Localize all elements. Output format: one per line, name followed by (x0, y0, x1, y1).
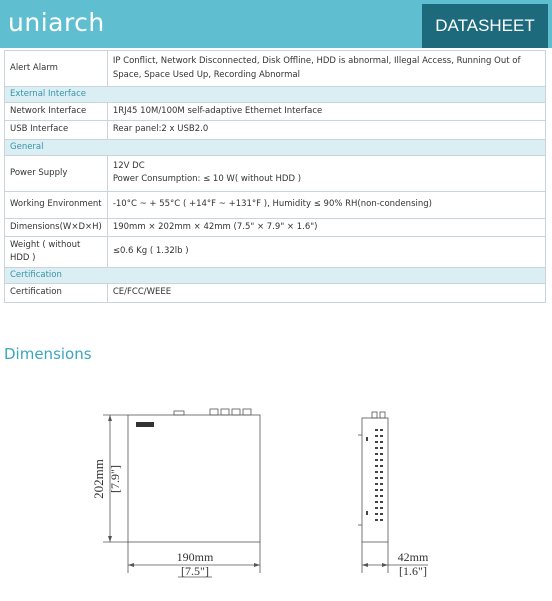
dimensions-label: Dimensions(W×D×H) (5, 218, 108, 236)
depth-in-label: [7.9"] (108, 465, 122, 493)
table-row (5, 191, 546, 218)
dimensions-value: 190mm × 202mm × 42mm (7.5" × 7.9" × 1.6") (107, 218, 545, 236)
top-view-connector (221, 409, 229, 415)
section-row (5, 87, 546, 103)
front-label-plate (136, 422, 154, 427)
side-view-connector (372, 412, 377, 418)
power-supply-line1: 12V DC (112, 161, 145, 172)
header-bar (0, 0, 552, 48)
power-supply-value (107, 155, 545, 191)
table-row (5, 155, 546, 191)
network-interface-label: Network Interface (5, 103, 108, 121)
weight-value: ≤0.6 Kg ( 1.32lb ) (107, 236, 545, 267)
top-view-connector (210, 409, 218, 415)
section-row (5, 139, 546, 155)
alert-alarm-label: Alert Alarm (5, 51, 108, 87)
certification-label: Certification (5, 284, 108, 302)
width-mm-label: 190mm (176, 550, 214, 564)
certification-header: Certification (5, 268, 546, 284)
network-interface-value: 1RJ45 10M/100M self-adaptive Ethernet Interface (107, 103, 545, 121)
top-view-connector (243, 409, 251, 415)
table-row (5, 103, 546, 121)
working-environment-value: -10°C ~ + 55°C ( +14°F ~ +131°F ), Humidity ≤ 90% RH(non-condensing) (107, 191, 545, 218)
height-mm-label: 42mm (397, 550, 429, 564)
table-row (5, 284, 546, 302)
general-header: General (5, 139, 546, 155)
top-view-body (128, 415, 260, 542)
dimensions-title: Dimensions (4, 345, 92, 363)
side-view-connector (380, 412, 385, 418)
top-view-connector (174, 411, 184, 415)
depth-mm-label: 202mm (91, 459, 106, 499)
datasheet-badge: DATASHEET (422, 4, 548, 48)
side-view-vents (366, 429, 383, 521)
external-interface-header: External Interface (5, 87, 546, 103)
weight-label: Weight ( without HDD ) (5, 236, 108, 267)
power-supply-line2: Power Consumption: ≤ 10 W( without HDD ) (112, 174, 302, 185)
table-row (5, 218, 546, 236)
usb-interface-label: USB Interface (5, 121, 108, 139)
table-row (5, 51, 546, 87)
height-in-label: [1.6"] (399, 564, 427, 578)
power-supply-label: Power Supply (5, 155, 108, 191)
usb-interface-value: Rear panel:2 x USB2.0 (107, 121, 545, 139)
working-environment-label: Working Environment (5, 191, 108, 218)
uniarch-logo: uniarch (8, 8, 105, 37)
section-row (5, 268, 546, 284)
width-in-label: [7.5"] (181, 564, 209, 578)
table-row (5, 236, 546, 267)
certification-value: CE/FCC/WEEE (107, 284, 545, 302)
spec-table (4, 50, 546, 303)
top-view-connector (232, 409, 240, 415)
table-row (5, 121, 546, 139)
alert-alarm-value: IP Conflict, Network Disconnected, Disk Offline, HDD is abnormal, Illegal Access, Running Out of Space, Space Used Up, Recording Abnormal (107, 51, 545, 87)
dimension-drawing (0, 395, 552, 595)
